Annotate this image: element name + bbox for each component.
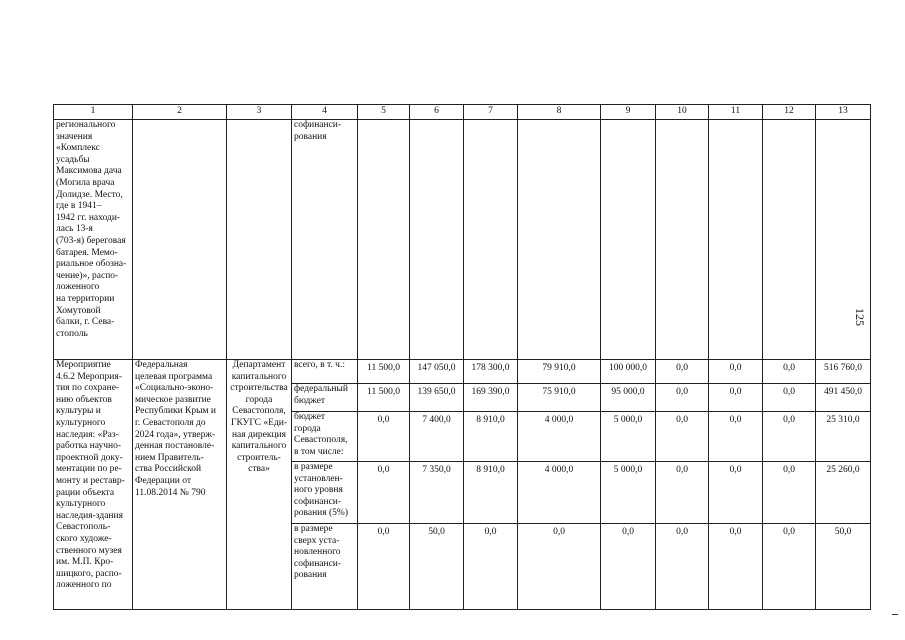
executor-cell: Департамент капитального строительства города Севастополя, ГКУГС «Еди- ная дирекция капитального строитель- ства» xyxy=(227,360,292,610)
column-header: 4 xyxy=(292,105,358,120)
empty-cell xyxy=(518,120,601,360)
value-cell: 139 650,0 xyxy=(410,384,464,412)
column-header: 10 xyxy=(656,105,709,120)
empty-cell xyxy=(763,120,816,360)
value-cell: 0,0 xyxy=(709,384,763,412)
column-header: 13 xyxy=(816,105,871,120)
value-cell: 0,0 xyxy=(464,524,518,610)
funding-source-cell: софинанси- рования xyxy=(292,120,358,360)
value-cell: 0,0 xyxy=(709,462,763,524)
value-cell: 147 050,0 xyxy=(410,360,464,384)
value-cell: 0,0 xyxy=(709,360,763,384)
header-row xyxy=(54,105,871,120)
table-row xyxy=(54,360,871,384)
value-cell: 0,0 xyxy=(358,462,410,524)
budget-table xyxy=(53,104,871,610)
value-cell: 8 910,0 xyxy=(464,462,518,524)
funding-source-cell: всего, в т. ч.: xyxy=(292,360,358,384)
page-number: 125 xyxy=(853,308,867,326)
funding-source-cell: в размере установлен- ного уровня софинанси- рования (5%) xyxy=(292,462,358,524)
value-cell: 7 350,0 xyxy=(410,462,464,524)
empty-cell xyxy=(656,120,709,360)
value-cell: 4 000,0 xyxy=(518,412,601,462)
value-cell: 4 000,0 xyxy=(518,462,601,524)
value-cell: 79 910,0 xyxy=(518,360,601,384)
empty-cell xyxy=(227,120,292,360)
value-cell: 0,0 xyxy=(763,412,816,462)
column-header: 3 xyxy=(227,105,292,120)
value-cell: 50,0 xyxy=(410,524,464,610)
value-cell: 0,0 xyxy=(763,524,816,610)
value-cell: 8 910,0 xyxy=(464,412,518,462)
value-cell: 0,0 xyxy=(656,412,709,462)
empty-cell xyxy=(464,120,518,360)
value-cell: 0,0 xyxy=(358,524,410,610)
measure-name-cell: Мероприятие 4.6.2 Мероприя- тия по сохране- нию объектов культуры и культурного наследия: «Раз- работка научно- проектной доку- ментации по ре- монту и реставр- рации объекта культурного наследия-здания Севастополь- ского художе- ственного музея им. М.П. Кро- шицкого, распо- ложенного по xyxy=(54,360,133,610)
value-cell: 0,0 xyxy=(656,384,709,412)
value-cell: 50,0 xyxy=(816,524,871,610)
value-cell: 7 400,0 xyxy=(410,412,464,462)
value-cell: 11 500,0 xyxy=(358,384,410,412)
funding-source-cell: бюджет города Севастополя, в том числе: xyxy=(292,412,358,462)
column-header: 12 xyxy=(763,105,816,120)
object-description-cell: регионального значения «Комплекс усадьбы Максимова дача (Могила врача Долидзе. Место, где в 1941– 1942 гг. находи- лась 13-я (703-я) береговая батарея. Мемо- риальное обозна- чение)», распо- ложенного на территории Хомутовой балки, г. Сева- стополь xyxy=(54,120,133,360)
value-cell: 95 000,0 xyxy=(601,384,656,412)
edge-mark xyxy=(892,614,898,615)
column-header: 6 xyxy=(410,105,464,120)
column-header: 2 xyxy=(133,105,227,120)
value-cell: 5 000,0 xyxy=(601,462,656,524)
funding-source-cell: федеральный бюджет xyxy=(292,384,358,412)
value-cell: 516 760,0 xyxy=(816,360,871,384)
value-cell: 0,0 xyxy=(709,412,763,462)
value-cell: 0,0 xyxy=(358,412,410,462)
value-cell: 75 910,0 xyxy=(518,384,601,412)
table-row xyxy=(54,120,871,360)
value-cell: 25 260,0 xyxy=(816,462,871,524)
funding-source-cell: в размере сверх уста- новленного софинанси- рования xyxy=(292,524,358,610)
value-cell: 0,0 xyxy=(656,462,709,524)
value-cell: 11 500,0 xyxy=(358,360,410,384)
value-cell: 169 390,0 xyxy=(464,384,518,412)
value-cell: 0,0 xyxy=(656,360,709,384)
empty-cell xyxy=(358,120,410,360)
value-cell: 0,0 xyxy=(656,524,709,610)
column-header: 5 xyxy=(358,105,410,120)
column-header: 8 xyxy=(518,105,601,120)
column-header: 1 xyxy=(54,105,133,120)
empty-cell xyxy=(601,120,656,360)
empty-cell xyxy=(410,120,464,360)
value-cell: 491 450,0 xyxy=(816,384,871,412)
value-cell: 5 000,0 xyxy=(601,412,656,462)
value-cell: 0,0 xyxy=(763,462,816,524)
column-header: 11 xyxy=(709,105,763,120)
column-header: 9 xyxy=(601,105,656,120)
value-cell: 0,0 xyxy=(763,360,816,384)
empty-cell xyxy=(133,120,227,360)
column-header: 7 xyxy=(464,105,518,120)
program-cell: Федеральная целевая программа «Социально-эконо- мическое развитие Республики Крым и г. Севастополя до 2024 года», утверж- денная постановле- нием Правитель- ства Российской Федерации от 11.08.2014 № 790 xyxy=(133,360,227,610)
value-cell: 0,0 xyxy=(709,524,763,610)
value-cell: 0,0 xyxy=(763,384,816,412)
value-cell: 0,0 xyxy=(518,524,601,610)
empty-cell xyxy=(709,120,763,360)
value-cell: 100 000,0 xyxy=(601,360,656,384)
value-cell: 178 300,0 xyxy=(464,360,518,384)
value-cell: 0,0 xyxy=(601,524,656,610)
value-cell: 25 310,0 xyxy=(816,412,871,462)
